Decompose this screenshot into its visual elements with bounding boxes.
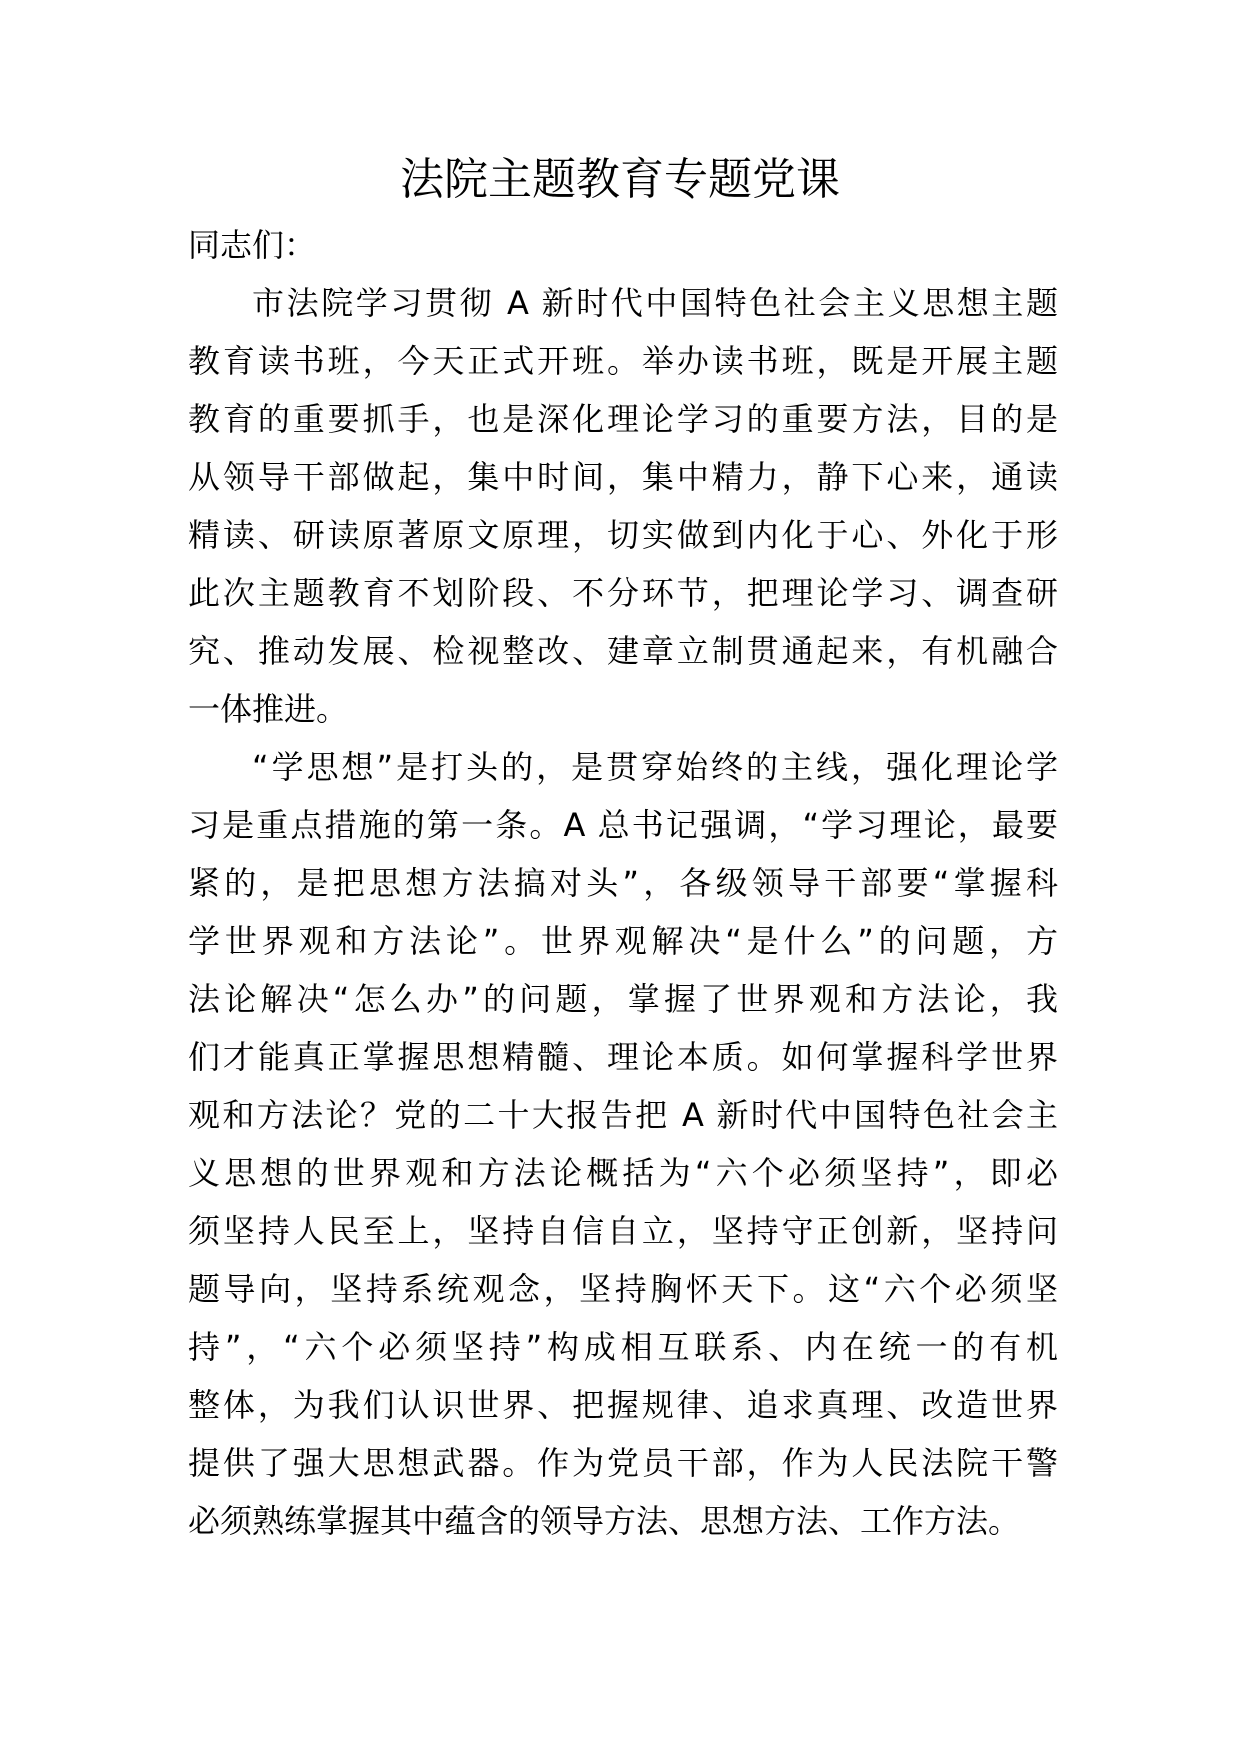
paragraph-2-line: 整体，为我们认识世界、把握规律、追求真理、改造世界: [188, 1386, 1058, 1424]
paragraph-2-line: 紧的，是把思想方法搞对头”，各级领导干部要“掌握科: [188, 864, 1058, 902]
paragraph-1-line: 精读、研读原著原文原理，切实做到内化于心、外化于形: [188, 516, 1058, 554]
paragraph-2-line: 义思想的世界观和方法论概括为“六个必须坚持”，即必: [188, 1154, 1058, 1192]
paragraph-1-line: 教育读书班，今天正式开班。举办读书班，既是开展主题: [188, 342, 1058, 380]
document-body: [188, 216, 1058, 1550]
paragraph-2-line: 持”，“六个必须坚持”构成相互联系、内在统一的有机: [188, 1328, 1058, 1366]
paragraph-2-line: 必须熟练掌握其中蕴含的领导方法、思想方法、工作方法。: [188, 1502, 1021, 1540]
paragraph-2-line: 须坚持人民至上，坚持自信自立，坚持守正创新，坚持问: [188, 1212, 1058, 1250]
paragraph-2-line: 提供了强大思想武器。作为党员干部，作为人民法院干警: [188, 1444, 1058, 1482]
paragraph-2-line: 习是重点措施的第一条。A 总书记强调，“学习理论，最要: [188, 806, 1058, 844]
paragraph-1-line: 此次主题教育不划阶段、不分环节，把理论学习、调查研: [188, 574, 1058, 612]
paragraph-2-line: 题导向，坚持系统观念，坚持胸怀天下。这“六个必须坚: [188, 1270, 1058, 1308]
paragraph-1: [188, 274, 1058, 738]
paragraph-2-line: 学世界观和方法论”。世界观解决“是什么”的问题，方: [188, 922, 1058, 960]
paragraph-2-line: 法论解决“怎么办”的问题，掌握了世界观和方法论，我: [188, 980, 1058, 1018]
paragraph-2-line: 们才能真正掌握思想精髓、理论本质。如何掌握科学世界: [188, 1038, 1058, 1076]
paragraph-1-line: 究、推动发展、检视整改、建章立制贯通起来，有机融合: [188, 632, 1058, 670]
paragraph-1-line: 从领导干部做起，集中时间，集中精力，静下心来，通读: [188, 458, 1058, 496]
paragraph-2: [188, 738, 1058, 1550]
paragraph-1-line: 市法院学习贯彻 A 新时代中国特色社会主义思想主题: [252, 284, 1058, 322]
paragraph-2-line: 观和方法论？党的二十大报告把 A 新时代中国特色社会主: [188, 1096, 1058, 1134]
document-title: 法院主题教育专题党课: [400, 154, 840, 205]
paragraph-1-line: 教育的重要抓手，也是深化理论学习的重要方法，目的是: [188, 400, 1058, 438]
paragraph-2-line: “学思想”是打头的，是贯穿始终的主线，强化理论学: [252, 748, 1058, 786]
paragraph-1-line: 一体推进。: [188, 690, 349, 728]
salutation: 同志们：: [188, 226, 317, 264]
